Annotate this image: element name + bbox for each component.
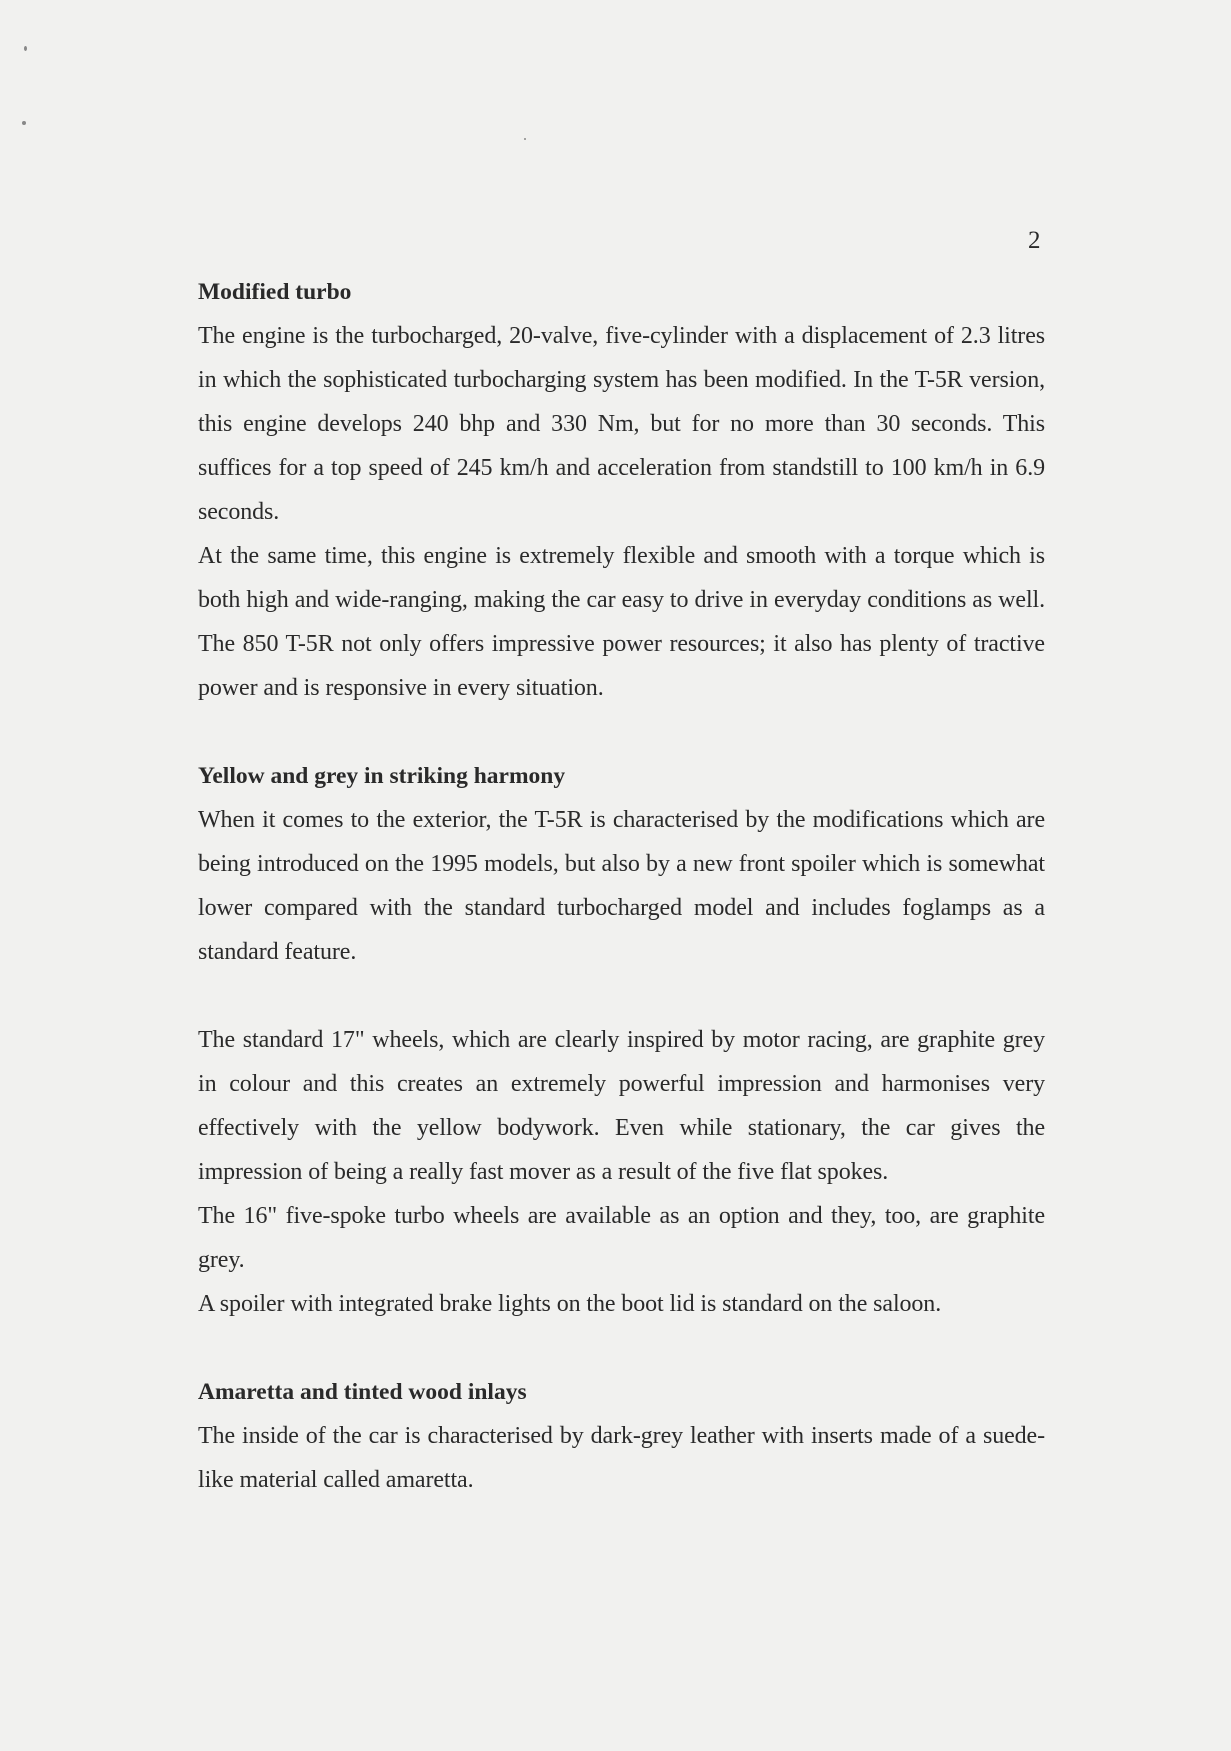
section-heading: Modified turbo bbox=[198, 279, 352, 305]
document-body bbox=[198, 270, 1045, 1502]
page-number: 2 bbox=[1028, 227, 1041, 254]
section-gap bbox=[198, 1326, 1045, 1370]
body-paragraph: The engine is the turbocharged, 20-valve, five-cylinder with a displacement of 2.3 litres in which the sophisticated turbocharging system has been modified. In the T-5R version, this engine develops 240 bhp and 330 Nm, but for no more than 30 seconds. This suffices for a top speed of 245 km/h and acceleration from standstill to 100 km/h in 6.9 seconds. bbox=[198, 323, 1045, 525]
paper-speck bbox=[524, 138, 526, 140]
body-paragraph: The 16" five-spoke turbo wheels are available as an option and they, too, are graphite grey. bbox=[198, 1203, 1045, 1273]
body-paragraph: When it comes to the exterior, the T-5R is characterised by the modifications which are being introduced on the 1995 models, but also by a new front spoiler which is somewhat lower compared with the standard turbocharged model and includes foglamps as a standard feature. bbox=[198, 807, 1045, 965]
body-paragraph: At the same time, this engine is extremely flexible and smooth with a torque which is both high and wide-ranging, making the car easy to drive in everyday conditions as well. The 850 T-5R not only offers impressive power resources; it also has plenty of tractive power and is responsive in every situation. bbox=[198, 543, 1045, 701]
paragraph-gap bbox=[198, 974, 1045, 1018]
paper-speck bbox=[22, 121, 26, 125]
section-heading: Yellow and grey in striking harmony bbox=[198, 763, 566, 789]
body-paragraph: A spoiler with integrated brake lights on the boot lid is standard on the saloon. bbox=[198, 1291, 942, 1317]
body-paragraph: The inside of the car is characterised by dark-grey leather with inserts made of a suede-like material called amaretta. bbox=[198, 1423, 1045, 1493]
section-heading: Amaretta and tinted wood inlays bbox=[198, 1379, 527, 1405]
paper-speck bbox=[24, 46, 27, 51]
body-paragraph: The standard 17" wheels, which are clearly inspired by motor racing, are graphite grey in colour and this creates an extremely powerful impression and harmonises very effectively with the yellow bodywork. Even while stationary, the car gives the impression of being a really fast mover as a result of the five flat spokes. bbox=[198, 1027, 1045, 1185]
section-gap bbox=[198, 710, 1045, 754]
